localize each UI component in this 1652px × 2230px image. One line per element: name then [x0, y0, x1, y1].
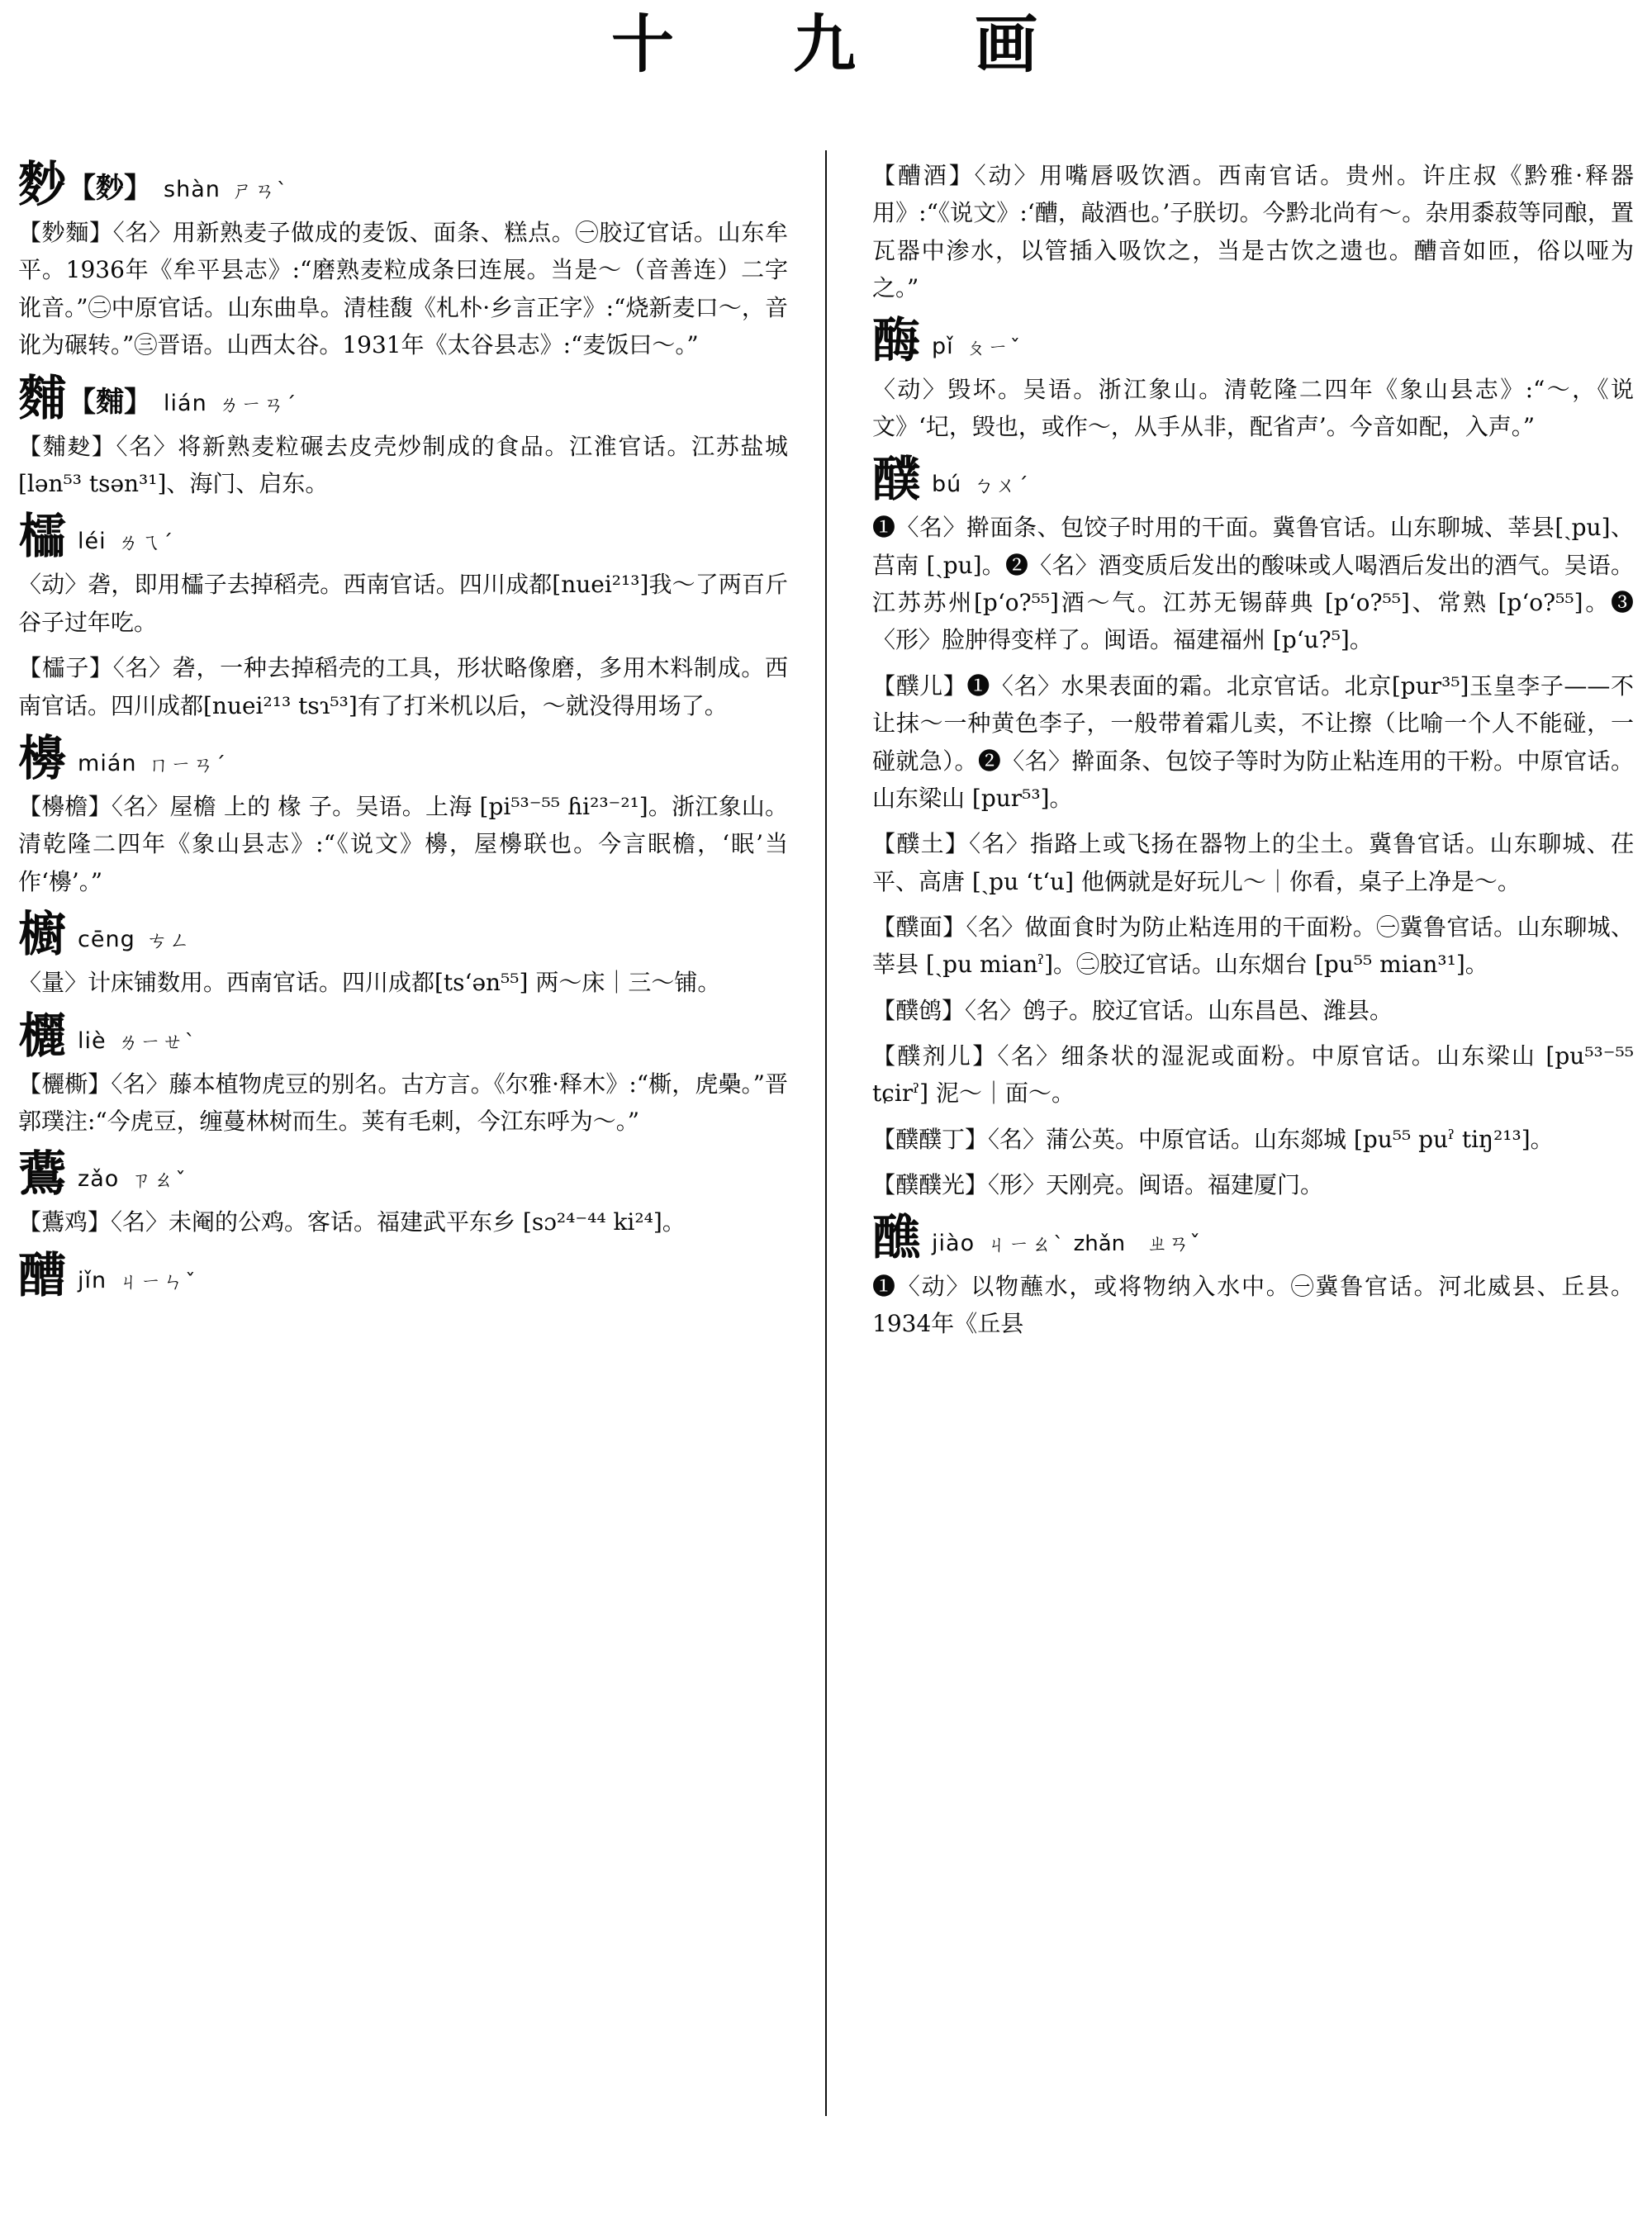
headword-entry: [18, 729, 788, 786]
headword-zhuyin: ㄆㄧˇ: [965, 334, 1023, 359]
definition-paragraph: 【醩酒】〈动〉用嘴唇吸饮酒。西南官话。贵州。许庄叔《黔雅·释器用》:“《说文》:‘醩，敲酒也。’子朕切。今黔北尚有～。杂用黍菽等同酿，置瓦器中渗水，以管插入吸饮之，当是古饮之遗也。醩音如匝，俗以哑为之。”: [872, 162, 1634, 302]
headword-entry: [18, 156, 788, 212]
headword-entry: [18, 508, 788, 565]
headword-zhuyin: ㄗㄠˇ: [131, 1168, 188, 1193]
headword-entry: [872, 451, 1634, 508]
headword-pinyin: léi: [78, 529, 107, 555]
headword-character: 麱: [18, 369, 67, 426]
definition-paragraph: 【櫋檐】〈名〉屋檐 上的 椽 子。吴语。上海 [pi⁵³⁻⁵⁵ ɦi²³⁻²¹]。浙江象山。清乾隆二四年《象山县志》:“《说文》櫋，屋櫋联也。今言眠檐，‘眠’当作‘櫋’。”: [18, 792, 788, 895]
headword-pinyin: shàn: [164, 177, 221, 203]
headword-character: 醮: [872, 1209, 921, 1266]
definition-paragraph: 【醭土】〈名〉指路上或飞扬在器物上的尘土。冀鲁官话。山东聊城、茌平、高唐 [ˎpu ‘t‘u] 他俩就是好玩儿～｜你看，桌子上净是～。: [872, 830, 1634, 895]
headword-zhuyin: ㄌㄟˊ: [117, 530, 175, 555]
headword-entry: [18, 906, 788, 963]
definition-paragraph: ❶〈名〉擀面条、包饺子时用的干面。冀鲁官话。山东聊城、莘县[ˎpu]、莒南 [ˎpu]。❷〈名〉酒变质后发出的酸味或人喝酒后发出的酒气。吴语。江苏苏州[p‘o?⁵⁵]酒～气。江苏无锡薛典 [p‘o?⁵⁵]、常熟 [p‘o?⁵⁵]。❸〈形〉脸肿得变样了。闽语。福建福州 [p‘u?⁵]。: [872, 514, 1634, 654]
headword-pinyin: lián: [164, 390, 207, 416]
headword-zhuyin: ㄕㄢˋ: [231, 178, 289, 203]
headword-character: 麨: [18, 156, 67, 212]
headword-entry: [18, 1146, 788, 1203]
headword-character: 櫥: [18, 906, 67, 963]
headword-variant: 【麱】: [68, 385, 153, 419]
headword-pinyin: liè: [78, 1027, 107, 1054]
headword-character: 櫋: [18, 729, 67, 786]
definition-paragraph: 【麨麵】〈名〉用新熟麦子做成的麦饭、面条、糕点。㊀胶辽官话。山东牟平。1936年《牟平县志》:“磨熟麦粒成条曰连展。当是～（音善连）二字讹音。”㊁中原官话。山东曲阜。清桂馥《札朴·乡言正字》:“烧新麦口～，音讹为碾转。”㊂晋语。山西太谷。1931年《太谷县志》:“麦饭曰～。”: [18, 219, 788, 359]
headword-pinyin: pǐ: [932, 333, 954, 359]
definition-paragraph: 【鷰鸡】〈名〉未阉的公鸡。客话。福建武平东乡 [sɔ²⁴⁻⁴⁴ ki²⁴]。: [18, 1208, 686, 1236]
definition-paragraph: 〈量〉计床铺数用。西南官话。四川成都[ts‘ən⁵⁵] 两～床｜三～铺。: [18, 969, 721, 997]
definition-paragraph: 【麱𪎊】〈名〉将新熟麦粒碾去皮壳炒制成的食品。江淮官话。江苏盐城 [lən⁵³ tsən³¹]、海门、启东。: [18, 432, 788, 497]
headword-zhuyin: ㄌㄧㄝˋ: [117, 1029, 197, 1054]
definition-paragraph: 【醭醭丁】〈名〉蒲公英。中原官话。山东郯城 [pu⁵⁵ puˀ tiŋ²¹³]。: [872, 1125, 1554, 1153]
left-column: [18, 150, 826, 1350]
headword-entry: [872, 312, 1634, 369]
headword-pinyin: zǎo: [78, 1166, 120, 1193]
page-title: 十 九 画: [611, 7, 1066, 81]
definition-paragraph: 【櫺子】〈名〉砻，一种去掉稻壳的工具，形状略像磨，多用木料制成。西南官话。四川成都[nuei²¹³ tsɿ⁵³]有了打米机以后，～就没得用场了。: [18, 654, 788, 719]
headword-alt-reading: zhǎn ㄓㄢˇ: [1073, 1231, 1201, 1256]
column-divider: [825, 150, 827, 2116]
headword-pinyin: cēng: [78, 927, 135, 953]
headword-zhuyin: ㄌㄧㄢˊ: [218, 391, 298, 416]
headword-zhuyin: ㄘㄥ: [146, 928, 192, 953]
two-column-body: [0, 150, 1652, 1350]
headword-character: 醭: [872, 451, 921, 508]
headword-zhuyin: ㄐㄧㄠˋ: [986, 1231, 1066, 1256]
definition-paragraph: 【醭醭光】〈形〉天刚亮。闽语。福建厦门。: [872, 1171, 1324, 1199]
headword-entry: [18, 1007, 788, 1064]
headword-character: 醩: [18, 1246, 67, 1303]
definition-paragraph: 〈动〉毁坏。吴语。浙江象山。清乾隆二四年《象山县志》:“～，《说文》‘圮，毁也，或作～，从手从非，配省声’。今音如配，入声。”: [872, 375, 1634, 440]
headword-character: 櫺: [18, 508, 67, 565]
definition-paragraph: 【欐㯕】〈名〉藤本植物虎豆的别名。古方言。《尔雅·释木》:“㯕，虎櫐。”晋郭璞注:“今虎豆，缠蔓林树而生。荚有毛刺，今江东呼为～。”: [18, 1070, 788, 1135]
headword-pinyin: jǐn: [78, 1267, 107, 1293]
headword-entry: [872, 1209, 1634, 1266]
headword-character: 酶: [872, 312, 921, 369]
headword-variant: 【麨】: [68, 172, 153, 206]
definition-paragraph: 【醭儿】❶〈名〉水果表面的霜。北京官话。北京[pur³⁵]玉皇李子——不让抹～一种黄色李子，一般带着霜儿卖，不让擦（比喻一个人不能碰，一碰就急）。❷〈名〉擀面条、包饺子等时为防止粘连用的干粉。中原官话。山东梁山 [pur⁵³]。: [872, 671, 1634, 812]
right-column: [826, 150, 1634, 1350]
headword-pinyin: jiào: [932, 1230, 976, 1256]
definition-paragraph: ❶〈动〉以物蘸水，或将物纳入水中。㊀冀鲁官话。河北威县、丘县。1934年《丘县: [872, 1272, 1634, 1337]
definition-paragraph: 〈动〉砻，即用櫺子去掉稻壳。西南官话。四川成都[nuei²¹³]我～了两百斤谷子过年吃。: [18, 571, 788, 636]
headword-zhuyin: ㄐㄧㄣˇ: [118, 1269, 197, 1293]
headword-entry: [18, 369, 788, 426]
headword-character: 欐: [18, 1007, 67, 1064]
definition-paragraph: 【醭面】〈名〉做面食时为防止粘连用的干面粉。㊀冀鲁官话。山东聊城、莘县 [ˎpu mianˀ]。㊁胶辽官话。山东烟台 [pu⁵⁵ mian³¹]。: [872, 913, 1634, 979]
headword-entry: [18, 1246, 788, 1303]
definition-paragraph: 【醭剂儿】〈名〉细条状的湿泥或面粉。中原官话。山东梁山 [pu⁵³⁻⁵⁵ tɕirˀ] 泥～｜面～。: [872, 1042, 1634, 1108]
headword-character: 鷰: [18, 1146, 67, 1203]
definition-paragraph: 【醭鸧】〈名〉鸧子。胶辽官话。山东昌邑、潍县。: [872, 996, 1393, 1024]
headword-zhuyin: ㄅㄨˊ: [973, 473, 1030, 498]
headword-pinyin: bú: [932, 472, 962, 498]
headword-pinyin: mián: [78, 750, 137, 776]
headword-zhuyin: ㄇㄧㄢˊ: [148, 752, 227, 776]
